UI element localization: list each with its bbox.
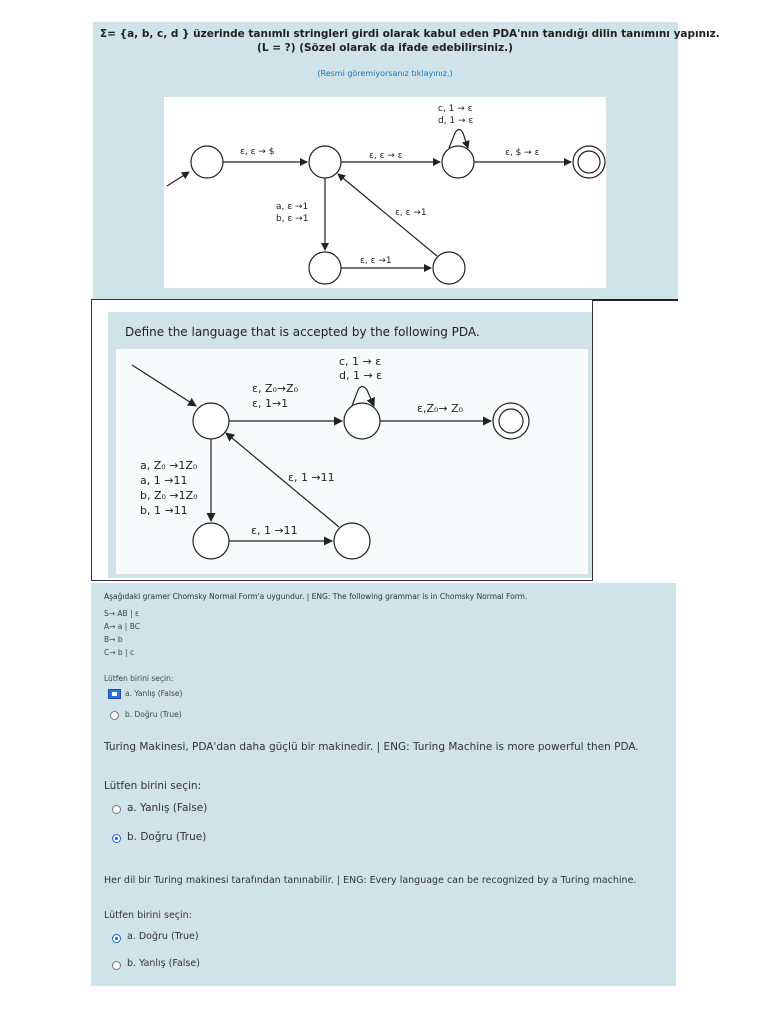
question-3-text: Aşağıdaki gramer Chomsky Normal Form'a uygundur. | ENG: The following grammar is in Chomsky Normal Form. xyxy=(104,592,528,601)
question-5-option-a-radio[interactable] xyxy=(112,934,121,943)
label-diag: ε, ε →1 xyxy=(395,208,427,218)
grammar-line-2: A→ a | BC xyxy=(104,622,140,631)
question-5-prompt: Lütfen birini seçin: xyxy=(104,910,192,921)
label-loop-c: c, 1 → ε xyxy=(339,355,382,368)
label-left-b-1: b, 1 →11 xyxy=(140,504,188,517)
question-3-option-b-radio[interactable] xyxy=(110,711,119,720)
question-1-title-line1: Σ= {a, b, c, d } üzerinde tanımlı stringleri girdi olarak kabul eden PDA'nın tanıdığı dilin tanımını yapınız. xyxy=(100,28,720,40)
label-start: ε, ε → $ xyxy=(240,147,275,157)
question-3-prompt: Lütfen birini seçin: xyxy=(104,674,174,683)
grammar-line-4: C→ b | c xyxy=(104,648,135,657)
question-4-text: Turing Makinesi, PDA'dan daha güçlü bir makinedir. | ENG: Turing Machine is more powerful then PDA. xyxy=(104,741,639,753)
question-2-title: Define the language that is accepted by the following PDA. xyxy=(125,325,480,339)
grammar-line-1: S→ AB | ε xyxy=(104,609,140,618)
label-down-b: b, ε →1 xyxy=(276,214,309,224)
question-1-title-line2: (L = ?) (Sözel olarak da ifade edebilirsiniz.) xyxy=(257,42,513,54)
state-p0 xyxy=(193,403,229,439)
image-link[interactable]: (Resmi göremiyorsanız tıklayınız.) xyxy=(317,69,453,78)
label-loop-d: d, 1 → ε xyxy=(438,116,474,126)
label-top-z0: ε, Z₀→Z₀ xyxy=(252,382,299,395)
question-4-option-a-radio[interactable] xyxy=(112,805,121,814)
question-5-text: Her dil bir Turing makinesi tarafından tanınabilir. | ENG: Every language can be recognized by a Turing machine. xyxy=(104,875,637,886)
label-loop-d: d, 1 → ε xyxy=(339,369,383,382)
label-bottom: ε, 1 →11 xyxy=(251,524,298,537)
label-left-b-z0: b, Z₀ →1Z₀ xyxy=(140,489,198,502)
question-5-option-b[interactable]: b. Yanlış (False) xyxy=(127,958,200,969)
question-3-panel xyxy=(91,583,676,731)
label-left-a-z0: a, Z₀ →1Z₀ xyxy=(140,459,198,472)
label-mid: ε, ε → ε xyxy=(369,151,403,161)
grammar-line-3: B→ b xyxy=(104,635,123,644)
option-a-selected-indicator[interactable] xyxy=(108,689,121,699)
question-3-option-b[interactable]: b. Doğru (True) xyxy=(125,710,182,719)
state-p3 xyxy=(193,523,229,559)
question-5-option-b-radio[interactable] xyxy=(112,961,121,970)
question-4-prompt: Lütfen birini seçin: xyxy=(104,780,202,792)
question-4-option-b-radio[interactable] xyxy=(112,834,121,843)
question-3-option-a[interactable]: a. Yanlış (False) xyxy=(125,689,183,698)
label-final: ε, $ → ε xyxy=(505,148,540,158)
label-down-a: a, ε →1 xyxy=(276,202,309,212)
question-4-option-a[interactable]: a. Yanlış (False) xyxy=(127,802,208,814)
label-loop-c: c, 1 → ε xyxy=(438,104,473,114)
label-final: ε,Z₀→ Z₀ xyxy=(417,402,464,415)
label-diag: ε, 1 →11 xyxy=(288,471,335,484)
label-top-1: ε, 1→1 xyxy=(252,397,289,410)
state-p4 xyxy=(334,523,370,559)
label-left-a-1: a, 1 →11 xyxy=(140,474,188,487)
question-4-option-b[interactable]: b. Doğru (True) xyxy=(127,831,207,843)
question-5-option-a[interactable]: a. Doğru (True) xyxy=(127,931,199,942)
state-p1 xyxy=(344,403,380,439)
label-bottom: ε, ε →1 xyxy=(360,256,392,266)
